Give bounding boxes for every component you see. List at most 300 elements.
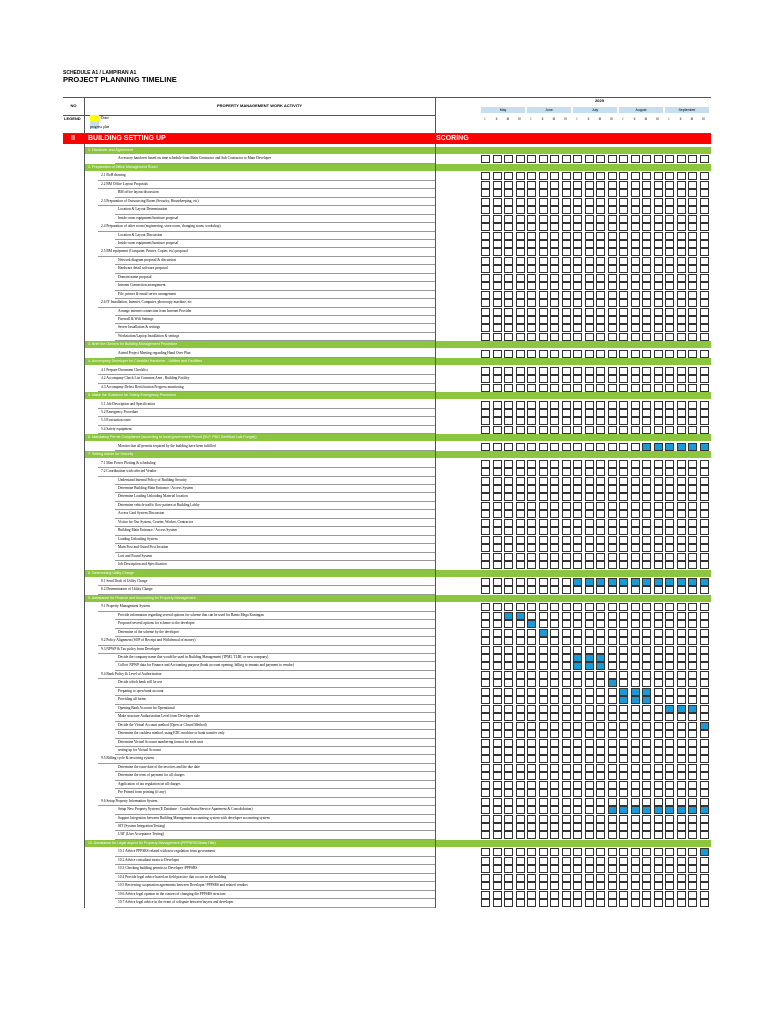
timeline-cell: [642, 527, 651, 535]
timeline-cell: [596, 637, 605, 645]
timeline-cell: [665, 485, 674, 493]
timeline-cell: [516, 603, 525, 611]
timeline-cell: [688, 679, 697, 687]
timeline-cell: [677, 189, 686, 197]
timeline-cell: [585, 713, 594, 721]
timeline-cell: [504, 722, 513, 730]
timeline-cell: [516, 274, 525, 282]
timeline-cell: [550, 299, 559, 307]
timeline-cell: [539, 215, 548, 223]
timeline-cell: [504, 688, 513, 696]
timeline-cell: [516, 519, 525, 527]
timeline-cell: [619, 308, 628, 316]
timeline-cell: [516, 865, 525, 873]
timeline-cell: [677, 882, 686, 890]
timeline-cell: [654, 460, 663, 468]
timeline-cell: [677, 460, 686, 468]
activity-row: Monitor that all permits required by the building have been fulfilled: [118, 443, 216, 448]
timeline-cell: [573, 688, 582, 696]
timeline-cell: [677, 586, 686, 594]
timeline-cell: [596, 443, 605, 451]
timeline-cell: [619, 367, 628, 375]
timeline-cell: [585, 502, 594, 510]
timeline-cell: [631, 654, 640, 662]
timeline-cell: [654, 671, 663, 679]
timeline-cell: [481, 730, 490, 738]
timeline-cell: [527, 291, 536, 299]
timeline-cell: [562, 815, 571, 823]
timeline-cell: [481, 502, 490, 510]
week-header: III: [690, 117, 694, 121]
timeline-cell: [596, 527, 605, 535]
timeline-cell: [642, 578, 651, 586]
timeline-cell: [596, 350, 605, 358]
timeline-cell: [677, 823, 686, 831]
timeline-cell: [619, 857, 628, 865]
timeline-cell: [504, 248, 513, 256]
timeline-cell: [550, 350, 559, 358]
timeline-cell: [493, 688, 502, 696]
timeline-cell: [619, 899, 628, 907]
timeline-cell: [700, 713, 709, 721]
timeline-cell: [493, 620, 502, 628]
timeline-cell: [631, 206, 640, 214]
timeline-cell: [608, 679, 617, 687]
timeline-cell: [642, 662, 651, 670]
timeline-cell: [493, 240, 502, 248]
timeline-cell: [527, 223, 536, 231]
timeline-cell: [504, 316, 513, 324]
timeline-cell: [562, 561, 571, 569]
timeline-cell: [573, 291, 582, 299]
timeline-cell: [642, 831, 651, 839]
timeline-cell: [539, 781, 548, 789]
timeline-cell: [516, 401, 525, 409]
timeline-cell: [608, 155, 617, 163]
timeline-cell: [585, 477, 594, 485]
timeline-cell: [539, 848, 548, 856]
timeline-cell: [562, 350, 571, 358]
timeline-cell: [596, 308, 605, 316]
timeline-cell: [562, 823, 571, 831]
timeline-cell: [481, 519, 490, 527]
timeline-cell: [527, 789, 536, 797]
timeline-cell: [608, 882, 617, 890]
timeline-cell: [608, 586, 617, 594]
timeline-cell: [596, 739, 605, 747]
timeline-cell: [493, 891, 502, 899]
timeline-cell: [585, 206, 594, 214]
timeline-cell: [504, 206, 513, 214]
activity-row: Pre Printed form printing (if any): [118, 790, 166, 795]
timeline-cell: [562, 493, 571, 501]
timeline-cell: [516, 713, 525, 721]
timeline-cell: [665, 823, 674, 831]
timeline-cell: [539, 629, 548, 637]
timeline-cell: [504, 367, 513, 375]
timeline-cell: [608, 223, 617, 231]
timeline-cell: [619, 755, 628, 763]
timeline-cell: [700, 705, 709, 713]
timeline-cell: [585, 772, 594, 780]
timeline-cell: [493, 654, 502, 662]
timeline-cell: [700, 882, 709, 890]
timeline-cell: [688, 848, 697, 856]
timeline-cell: [504, 798, 513, 806]
timeline-cell: [631, 493, 640, 501]
timeline-cell: [654, 485, 663, 493]
timeline-cell: [573, 375, 582, 383]
timeline-cell: [665, 417, 674, 425]
timeline-cell: [527, 815, 536, 823]
subsection-header: 5. Make the Guidance for Safety Emergency Procedure: [84, 392, 490, 399]
timeline-cell: [688, 502, 697, 510]
timeline-cell: [539, 637, 548, 645]
timeline-cell: [688, 198, 697, 206]
timeline-cell: [642, 409, 651, 417]
timeline-cell: [585, 384, 594, 392]
timeline-cell: [481, 409, 490, 417]
timeline-cell: [642, 899, 651, 907]
week-header: IV: [517, 117, 521, 121]
timeline-cell: [665, 468, 674, 476]
timeline-cell: [550, 646, 559, 654]
timeline-cell: [516, 755, 525, 763]
timeline-cell: [481, 401, 490, 409]
timeline-cell: [527, 882, 536, 890]
timeline-cell: [642, 713, 651, 721]
timeline-cell: [550, 248, 559, 256]
timeline-cell: [654, 274, 663, 282]
timeline-cell: [504, 401, 513, 409]
timeline-cell: [562, 181, 571, 189]
timeline-cell: [688, 671, 697, 679]
timeline-cell: [516, 823, 525, 831]
timeline-cell: [688, 831, 697, 839]
timeline-cell: [504, 172, 513, 180]
timeline-cell: [550, 654, 559, 662]
timeline-cell: [700, 553, 709, 561]
timeline-cell: [642, 232, 651, 240]
timeline-cell: [665, 257, 674, 265]
timeline-cell: [585, 831, 594, 839]
timeline-cell: [516, 798, 525, 806]
timeline-cell: [596, 730, 605, 738]
timeline-cell: [516, 730, 525, 738]
schedule-label: SCHEDULE A1 / LAMPIRAN A1: [63, 70, 137, 76]
timeline-cell: [596, 679, 605, 687]
timeline-cell: [677, 722, 686, 730]
timeline-cell: [585, 426, 594, 434]
timeline-cell: [516, 688, 525, 696]
timeline-cell: [631, 671, 640, 679]
timeline-cell: [527, 189, 536, 197]
timeline-cell: [654, 781, 663, 789]
timeline-cell: [608, 426, 617, 434]
timeline-cell: [493, 333, 502, 341]
timeline-cell: [700, 823, 709, 831]
timeline-cell: [504, 265, 513, 273]
timeline-cell: [608, 417, 617, 425]
activity-row: 8.2 Determination of Utility Charge: [101, 587, 153, 592]
timeline-cell: [619, 223, 628, 231]
timeline-cell: [527, 586, 536, 594]
timeline-cell: [550, 586, 559, 594]
timeline-cell: [642, 460, 651, 468]
timeline-cell: [654, 232, 663, 240]
activity-row: Job Description and Specification: [118, 562, 167, 567]
timeline-cell: [596, 671, 605, 679]
timeline-cell: [527, 553, 536, 561]
timeline-cell: [562, 806, 571, 814]
timeline-cell: [585, 730, 594, 738]
timeline-cell: [608, 291, 617, 299]
timeline-cell: [677, 527, 686, 535]
timeline-cell: [516, 544, 525, 552]
timeline-cell: [677, 806, 686, 814]
timeline-cell: [539, 612, 548, 620]
timeline-cell: [527, 265, 536, 273]
timeline-cell: [539, 789, 548, 797]
timeline-cell: [493, 671, 502, 679]
timeline-cell: [562, 215, 571, 223]
timeline-cell: [539, 764, 548, 772]
activity-row: Server Installation & settings: [118, 325, 161, 330]
timeline-cell: [516, 553, 525, 561]
timeline-cell: [608, 874, 617, 882]
timeline-cell: [527, 696, 536, 704]
timeline-cell: [585, 510, 594, 518]
timeline-cell: [550, 401, 559, 409]
timeline-cell: [585, 291, 594, 299]
timeline-cell: [631, 426, 640, 434]
timeline-cell: [504, 637, 513, 645]
timeline-cell: [677, 324, 686, 332]
timeline-cell: [504, 155, 513, 163]
timeline-cell: [654, 874, 663, 882]
timeline-cell: [631, 257, 640, 265]
timeline-cell: [677, 536, 686, 544]
timeline-cell: [516, 375, 525, 383]
timeline-cell: [562, 553, 571, 561]
timeline-cell: [573, 848, 582, 856]
timeline-cell: [608, 637, 617, 645]
timeline-cell: [481, 722, 490, 730]
timeline-cell: [654, 882, 663, 890]
timeline-cell: [654, 401, 663, 409]
timeline-cell: [481, 155, 490, 163]
timeline-cell: [665, 739, 674, 747]
timeline-cell: [700, 874, 709, 882]
timeline-cell: [550, 316, 559, 324]
timeline-cell: [608, 240, 617, 248]
timeline-cell: [573, 426, 582, 434]
timeline-cell: [631, 823, 640, 831]
timeline-cell: [654, 527, 663, 535]
timeline-cell: [527, 688, 536, 696]
timeline-cell: [608, 527, 617, 535]
timeline-cell: [677, 350, 686, 358]
timeline-cell: [481, 510, 490, 518]
timeline-cell: [677, 265, 686, 273]
timeline-cell: [688, 223, 697, 231]
timeline-cell: [619, 299, 628, 307]
timeline-cell: [619, 443, 628, 451]
timeline-cell: [573, 215, 582, 223]
timeline-cell: [619, 350, 628, 358]
timeline-cell: [700, 291, 709, 299]
activity-row: 10.5 Reviewing cooperation agreements between Developer/ PPPSRS and related vendors: [118, 883, 248, 888]
timeline-cell: [562, 189, 571, 197]
timeline-cell: [585, 367, 594, 375]
timeline-cell: [481, 755, 490, 763]
timeline-cell: [608, 553, 617, 561]
timeline-cell: [665, 662, 674, 670]
timeline-cell: [516, 848, 525, 856]
timeline-cell: [539, 248, 548, 256]
timeline-cell: [596, 561, 605, 569]
timeline-cell: [550, 874, 559, 882]
timeline-cell: [539, 891, 548, 899]
timeline-cell: [631, 755, 640, 763]
timeline-cell: [596, 409, 605, 417]
timeline-cell: [688, 375, 697, 383]
timeline-cell: [665, 324, 674, 332]
timeline-cell: [573, 172, 582, 180]
timeline-cell: [539, 882, 548, 890]
timeline-cell: [631, 443, 640, 451]
timeline-cell: [504, 189, 513, 197]
timeline-cell: [688, 578, 697, 586]
timeline-cell: [527, 874, 536, 882]
timeline-cell: [493, 223, 502, 231]
timeline-cell: [642, 519, 651, 527]
timeline-cell: [654, 612, 663, 620]
timeline-cell: [493, 316, 502, 324]
timeline-cell: [677, 781, 686, 789]
timeline-cell: [642, 308, 651, 316]
activity-row: 10.6 Advice legal opinion in the context of changing the PPPSRS structure: [118, 891, 226, 896]
timeline-cell: [562, 282, 571, 290]
subsection-bar-fill: [490, 392, 711, 399]
timeline-cell: [550, 477, 559, 485]
timeline-cell: [642, 426, 651, 434]
timeline-cell: [665, 519, 674, 527]
timeline-cell: [550, 223, 559, 231]
timeline-cell: [619, 705, 628, 713]
timeline-cell: [585, 629, 594, 637]
timeline-cell: [527, 257, 536, 265]
timeline-cell: [585, 282, 594, 290]
timeline-cell: [573, 865, 582, 873]
timeline-cell: [688, 477, 697, 485]
timeline-cell: [642, 553, 651, 561]
timeline-cell: [677, 316, 686, 324]
timeline-cell: [677, 401, 686, 409]
timeline-cell: [573, 561, 582, 569]
timeline-cell: [654, 705, 663, 713]
timeline-cell: [700, 299, 709, 307]
timeline-cell: [562, 248, 571, 256]
timeline-cell: [539, 510, 548, 518]
timeline-cell: [596, 155, 605, 163]
timeline-cell: [493, 781, 502, 789]
timeline-cell: [619, 671, 628, 679]
month-header: June: [527, 107, 571, 113]
timeline-cell: [665, 181, 674, 189]
week-header: IV: [609, 117, 613, 121]
timeline-cell: [677, 493, 686, 501]
timeline-cell: [539, 713, 548, 721]
activity-header: PROPERTY MANAGEMENT WORK ACTIVITY: [216, 103, 303, 108]
timeline-cell: [596, 789, 605, 797]
timeline-cell: [608, 316, 617, 324]
timeline-cell: [585, 899, 594, 907]
timeline-cell: [573, 637, 582, 645]
timeline-cell: [585, 848, 594, 856]
timeline-cell: [654, 798, 663, 806]
timeline-cell: [631, 806, 640, 814]
timeline-cell: [642, 477, 651, 485]
timeline-cell: [677, 705, 686, 713]
timeline-cell: [562, 637, 571, 645]
timeline-cell: [481, 603, 490, 611]
scoring-label: SCORING: [436, 135, 469, 142]
timeline-cell: [516, 172, 525, 180]
timeline-cell: [700, 527, 709, 535]
timeline-cell: [493, 865, 502, 873]
timeline-cell: [700, 764, 709, 772]
timeline-cell: [493, 155, 502, 163]
timeline-cell: [619, 485, 628, 493]
timeline-cell: [619, 688, 628, 696]
timeline-cell: [527, 181, 536, 189]
timeline-cell: [573, 713, 582, 721]
timeline-cell: [504, 477, 513, 485]
timeline-cell: [504, 181, 513, 189]
timeline-cell: [516, 586, 525, 594]
timeline-cell: [688, 384, 697, 392]
timeline-cell: [481, 739, 490, 747]
timeline-cell: [665, 536, 674, 544]
timeline-cell: [481, 815, 490, 823]
week-header: II: [679, 117, 682, 121]
timeline-cell: [573, 857, 582, 865]
timeline-cell: [493, 485, 502, 493]
timeline-cell: [539, 282, 548, 290]
activity-row: 7.2 Coordination with selected Vendor: [101, 469, 157, 474]
timeline-cell: [481, 637, 490, 645]
timeline-cell: [493, 536, 502, 544]
timeline-cell: [562, 308, 571, 316]
timeline-cell: [688, 815, 697, 823]
timeline-cell: [654, 248, 663, 256]
timeline-cell: [677, 409, 686, 417]
activity-row: Provide information regarding several options for scheme that can be used for Bamo Mega Kuningan: [118, 612, 264, 617]
timeline-cell: [654, 679, 663, 687]
timeline-cell: [619, 815, 628, 823]
timeline-cell: [608, 274, 617, 282]
timeline-cell: [573, 671, 582, 679]
activity-row: Lost and Found System: [118, 553, 153, 558]
timeline-cell: [481, 823, 490, 831]
timeline-cell: [608, 722, 617, 730]
activity-row: 10.7 Advice legal advice in the event of a dispute between buyers and developer: [118, 900, 234, 905]
timeline-cell: [700, 679, 709, 687]
timeline-cell: [550, 823, 559, 831]
timeline-cell: [619, 291, 628, 299]
timeline-cell: [642, 603, 651, 611]
